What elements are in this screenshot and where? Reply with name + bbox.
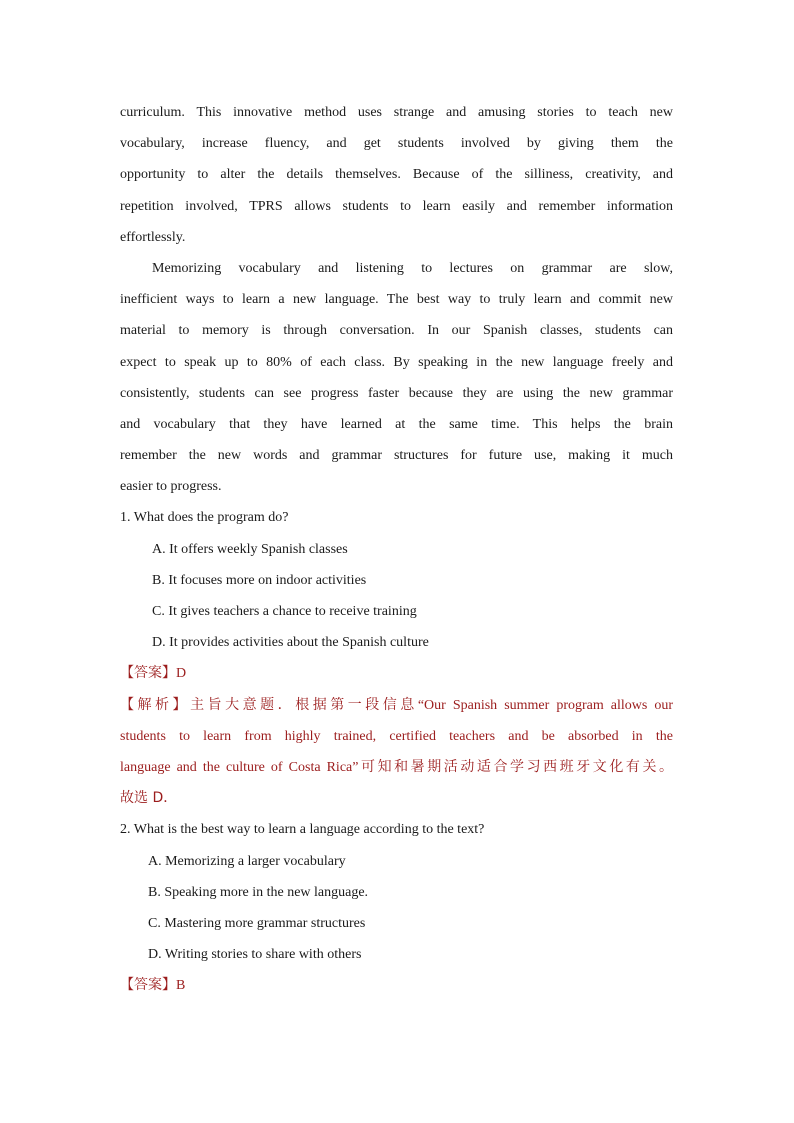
passage-line: opportunity to alter the details themselves. Because of the silliness, creativity, and xyxy=(120,167,673,183)
passage-line: material to memory is through conversation. In our Spanish classes, students can xyxy=(120,323,673,339)
question-1-analysis-line: students to learn from highly trained, certified teachers and be absorbed in the xyxy=(120,728,673,744)
question-2 xyxy=(120,814,673,1001)
passage-line: vocabulary, increase fluency, and get students involved by giving them the xyxy=(120,136,673,152)
question-1-analysis-line xyxy=(120,752,673,783)
question-1-analysis-line xyxy=(120,783,673,814)
question-2-option-d: D. Writing stories to share with others xyxy=(148,947,362,963)
passage-line: Memorizing vocabulary and listening to lectures on grammar are slow, xyxy=(152,260,673,276)
analysis-text-cn: 主旨大意题．根据第一段信息 xyxy=(190,696,418,713)
question-1-option-c: C. It gives teachers a chance to receive training xyxy=(152,604,417,619)
question-1 xyxy=(120,502,673,814)
passage-line: remember the new words and grammar structures for future use, making it much xyxy=(120,448,673,464)
analysis-label: 【解析】 xyxy=(120,696,191,713)
passage-line: easier to progress. xyxy=(120,479,222,495)
passage-line: repetition involved, TPRS allows students to learn easily and remember information xyxy=(120,198,673,214)
passage-line: and vocabulary that they have learned at the same time. This helps the brain xyxy=(120,416,673,432)
question-1-option-d: D. It provides activities about the Spanish culture xyxy=(152,635,429,651)
question-1-answer xyxy=(120,658,673,689)
question-1-stem: 1. What does the program do? xyxy=(120,510,289,526)
answer-value: D xyxy=(176,666,187,682)
analysis-text-en: “Our Spanish summer program allows our xyxy=(417,697,673,713)
document-content xyxy=(120,97,673,1001)
analysis-text-cn: 可知和暑期活动适合学习西班牙文化有关。 xyxy=(358,758,673,775)
analysis-conclusion: 故选 D． xyxy=(120,790,178,807)
passage-line: consistently, students can see progress faster because they are using the new grammar xyxy=(120,385,673,401)
question-2-option-b: B. Speaking more in the new language. xyxy=(148,884,369,900)
passage-line: expect to speak up to 80% of each class. By speaking in the new language freely and xyxy=(120,354,673,370)
answer-label: 【答案】 xyxy=(120,977,176,994)
analysis-text-en: language and the culture of Costa Rica” xyxy=(120,759,359,775)
question-2-option-c: C. Mastering more grammar structures xyxy=(148,915,366,931)
question-2-answer xyxy=(120,970,673,1001)
question-1-option-a: A. It offers weekly Spanish classes xyxy=(152,541,348,557)
passage-line: inefficient ways to learn a new language. The best way to truly learn and commit new xyxy=(120,292,673,308)
answer-label: 【答案】 xyxy=(120,665,176,682)
passage xyxy=(120,97,673,502)
passage-line: curriculum. This innovative method uses strange and amusing stories to teach new xyxy=(120,105,673,120)
passage-line: effortlessly. xyxy=(120,229,186,245)
question-1-analysis-line xyxy=(120,690,673,721)
question-2-option-a: A. Memorizing a larger vocabulary xyxy=(148,853,346,869)
answer-value: B xyxy=(176,978,186,994)
question-2-stem: 2. What is the best way to learn a language according to the text? xyxy=(120,822,485,838)
question-1-option-b: B. It focuses more on indoor activities xyxy=(152,572,367,588)
